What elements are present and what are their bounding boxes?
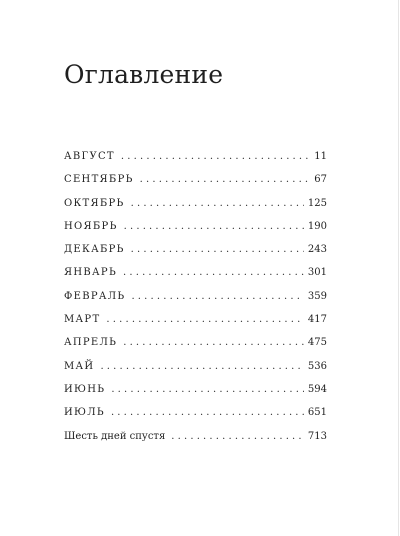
toc-entry-page-number: 11 — [314, 151, 327, 162]
dot-leader — [131, 290, 303, 304]
dot-leader — [121, 150, 310, 164]
dot-leader — [123, 266, 304, 280]
toc-entry-november[interactable] — [64, 220, 327, 243]
toc-entry-label: ДЕКАБРЬ — [64, 244, 125, 256]
toc-entry-june[interactable] — [64, 383, 327, 406]
toc-entry-page-number: 651 — [307, 407, 327, 419]
toc-entry-page-number: 243 — [307, 244, 327, 256]
toc-entry-march[interactable] — [64, 313, 327, 336]
dot-leader — [131, 197, 304, 211]
toc-entry-label: АВГУСТ — [64, 151, 115, 162]
toc-entry-label: ЯНВАРЬ — [64, 267, 117, 279]
dot-leader — [100, 360, 303, 374]
toc-entry-page-number: 67 — [314, 174, 327, 186]
toc-entry-page-number: 190 — [307, 220, 327, 232]
dot-leader — [124, 220, 304, 234]
dot-leader — [111, 383, 304, 397]
table-of-contents — [64, 150, 327, 453]
toc-entry-page-number: 417 — [307, 314, 327, 326]
dot-leader — [106, 313, 303, 327]
toc-entry-label: Шесть дней спустя — [64, 430, 166, 442]
toc-entry-august[interactable] — [64, 150, 327, 173]
page-title: Оглавление — [64, 60, 224, 89]
toc-entry-january[interactable] — [64, 266, 327, 289]
toc-entry-label: ОКТЯБРЬ — [64, 197, 125, 209]
toc-entry-label: АПРЕЛЬ — [64, 337, 118, 349]
toc-entry-page-number: 359 — [307, 290, 327, 302]
toc-entry-february[interactable] — [64, 290, 327, 313]
dot-leader — [111, 406, 304, 420]
toc-entry-label: НОЯБРЬ — [64, 220, 118, 232]
toc-entry-six-days-later[interactable] — [64, 430, 327, 453]
toc-entry-page-number: 713 — [307, 430, 327, 442]
toc-entry-page-number: 475 — [307, 337, 327, 349]
toc-entry-page-number: 125 — [307, 197, 327, 209]
toc-entry-label: ИЮЛЬ — [64, 407, 105, 419]
dot-leader — [131, 243, 304, 257]
toc-entry-label: МАЙ — [64, 360, 95, 372]
toc-entry-label: ФЕВРАЛЬ — [64, 290, 126, 302]
toc-entry-july[interactable] — [64, 406, 327, 429]
toc-entry-april[interactable] — [64, 336, 327, 359]
toc-entry-october[interactable] — [64, 197, 327, 220]
toc-entry-page-number: 536 — [307, 360, 327, 372]
toc-entry-label: МАРТ — [64, 314, 101, 326]
toc-entry-page-number: 594 — [307, 383, 327, 395]
dot-leader — [140, 173, 311, 187]
toc-entry-label: ИЮНЬ — [64, 383, 106, 395]
dot-leader — [171, 430, 304, 444]
toc-entry-page-number: 301 — [307, 267, 327, 279]
toc-entry-label: СЕНТЯБРЬ — [64, 174, 134, 186]
dot-leader — [123, 336, 304, 350]
toc-entry-december[interactable] — [64, 243, 327, 266]
toc-entry-may[interactable] — [64, 360, 327, 383]
toc-entry-september[interactable] — [64, 173, 327, 196]
